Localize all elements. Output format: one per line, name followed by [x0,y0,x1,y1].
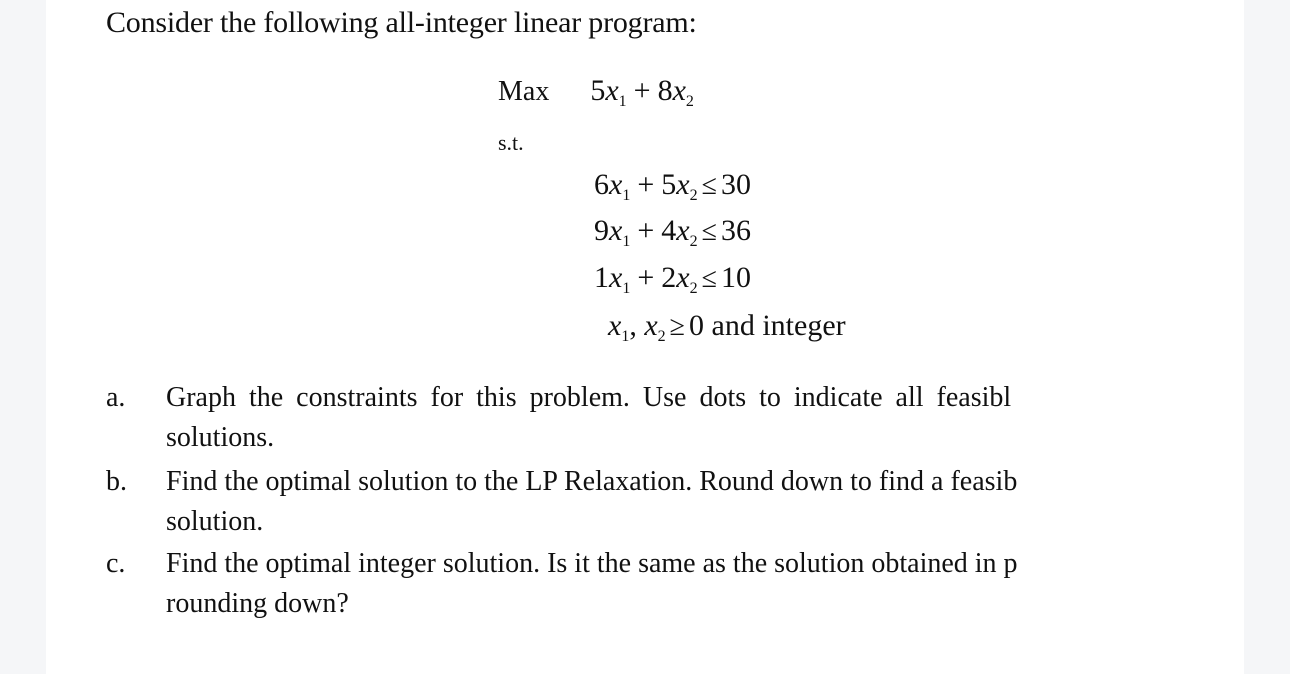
objective-row [498,74,694,109]
question-letter: a. [106,382,126,413]
question-text: Find the optimal solution to the LP Relaxation. Round down to find a feasib solution. [166,466,1018,537]
constraint-row: $1x_1 + 2x_2 \le 10$ [594,261,751,297]
question-text: Graph the constraints for this problem. Use dots to indicate all feasibl solutions. [166,382,1012,453]
objective-term-2: $8x_2$ [657,74,694,110]
question-text: Find the optimal integer solution. Is it the same as the solution obtained in p rounding down? [166,548,1018,619]
document-page [46,0,1244,674]
constraint-row: $6x_1 + 5x_2 \le 30$ [594,168,751,204]
nonnegativity-row: $x_1$, $x_2 \ge 0$ and integer [608,309,846,345]
objective-label: Max [498,76,550,107]
question-letter: c. [106,548,126,579]
objective-term-1: $5x_1$ [590,74,627,110]
question-letter: b. [106,466,127,497]
problem-intro: Consider the following all-integer linear program: [106,6,697,39]
objective-plus: + [633,74,651,107]
constraint-row: $9x_1 + 4x_2 \le 36$ [594,214,751,250]
subject-to-label: s.t. [498,130,524,155]
